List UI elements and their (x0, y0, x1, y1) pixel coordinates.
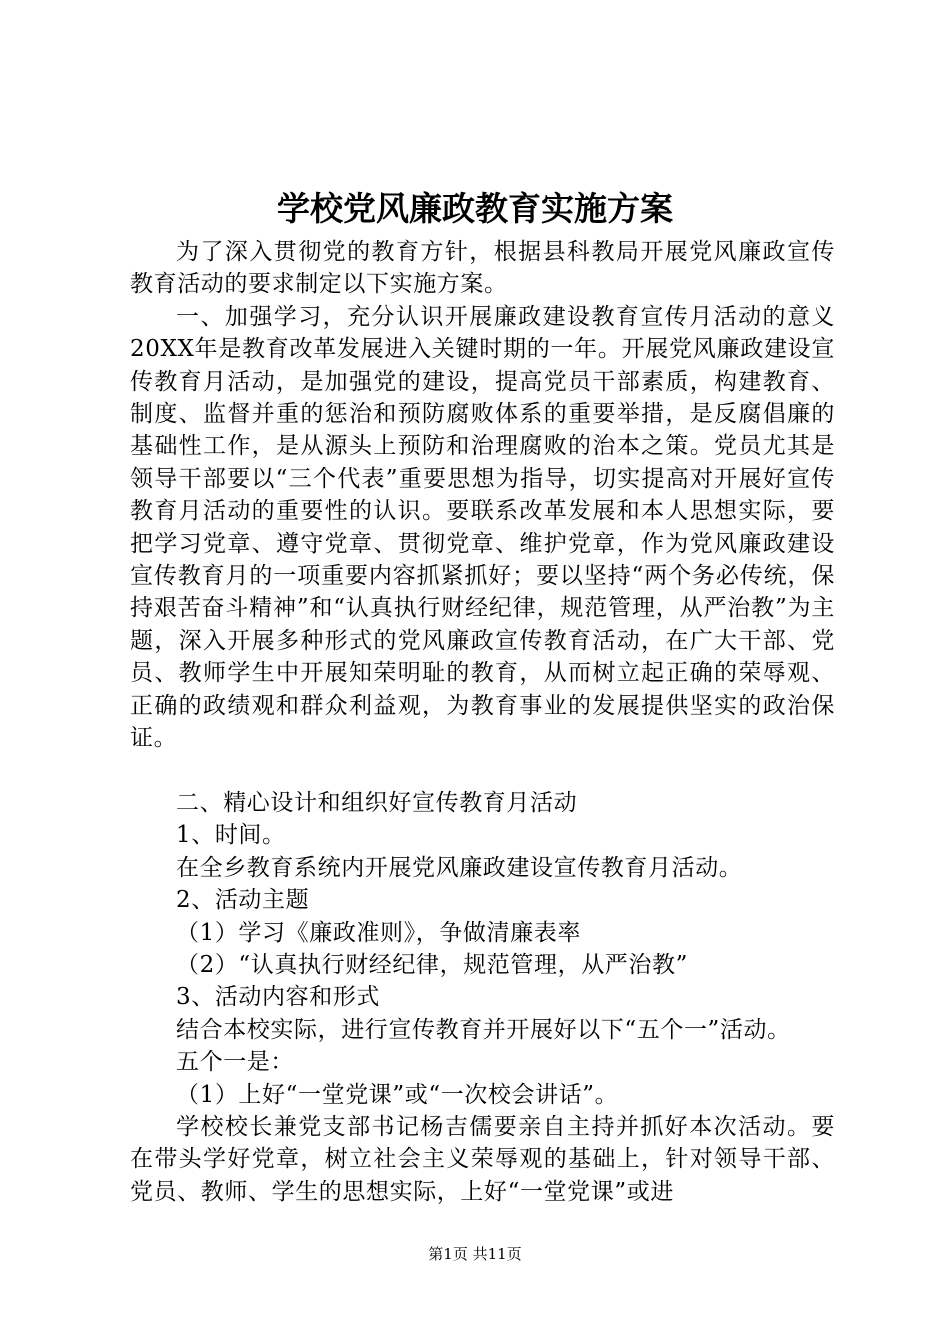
time-content: 在全乡教育系统内开展党风廉政建设宣传教育月活动。 (176, 854, 743, 881)
five-ones-heading: 五个一是： (176, 1049, 294, 1076)
content-heading: 3、活动内容和形式 (176, 984, 381, 1011)
document-title: 学校党风廉政教育实施方案 (277, 189, 673, 228)
document-body (130, 236, 835, 1208)
content-paragraph: 结合本校实际，进行宣传教育并开展好以下“五个一”活动。 (176, 1016, 791, 1043)
paragraph-spacer (130, 755, 835, 787)
page-number-footer: 第1页 共11页 (428, 1245, 522, 1263)
theme-item-2: （2）“认真执行财经纪律，规范管理，从严治教” (176, 951, 688, 978)
section-two-heading: 二、精心设计和组织好宣传教育月活动 (176, 789, 578, 816)
principal-paragraph: 学校校长兼党支部书记杨吉儒要亲自主持并抓好本次活动。要在带头学好党章，树立社会主义荣辱观的基础上，针对领导干部、党员、教师、学生的思想实际，上好“一堂党课”或进 (130, 1113, 835, 1205)
theme-heading: 2、活动主题 (176, 887, 310, 914)
five-ones-item-1: （1）上好“一堂党课”或“一次校会讲话”。 (176, 1081, 619, 1108)
theme-item-1: （1）学习《廉政准则》，争做清廉表率 (176, 919, 581, 946)
time-heading: 1、时间。 (176, 822, 286, 849)
section-one-paragraph: 一、加强学习，充分认识开展廉政建设教育宣传月活动的意义20XX年是教育改革发展进入关键时期的一年。开展党风廉政建设宣传教育月活动，是加强党的建设，提高党员干部素质，构建教育、制度、监督并重的惩治和预防腐败体系的重要举措，是反腐倡廉的基础性工作，是从源头上预防和治理腐败的治本之策。党员尤其是领导干部要以“三个代表”重要思想为指导，切实提高对开展好宣传教育月活动的重要性的认识。要联系改革发展和本人思想实际，要把学习党章、遵守党章、贯彻党章、维护党章，作为党风廉政建设宣传教育月的一项重要内容抓紧抓好；要以坚持“两个务必传统，保持艰苦奋斗精神”和“认真执行财经纪律，规范管理，从严治教”为主题，深入开展多种形式的党风廉政宣传教育活动，在广大干部、党员、教师学生中开展知荣明耻的教育，从而树立起正确的荣辱观、正确的政绩观和群众利益观，为教育事业的发展提供坚实的政治保证。 (130, 303, 835, 752)
intro-paragraph: 为了深入贯彻党的教育方针，根据县科教局开展党风廉政宣传教育活动的要求制定以下实施方案。 (130, 239, 835, 298)
